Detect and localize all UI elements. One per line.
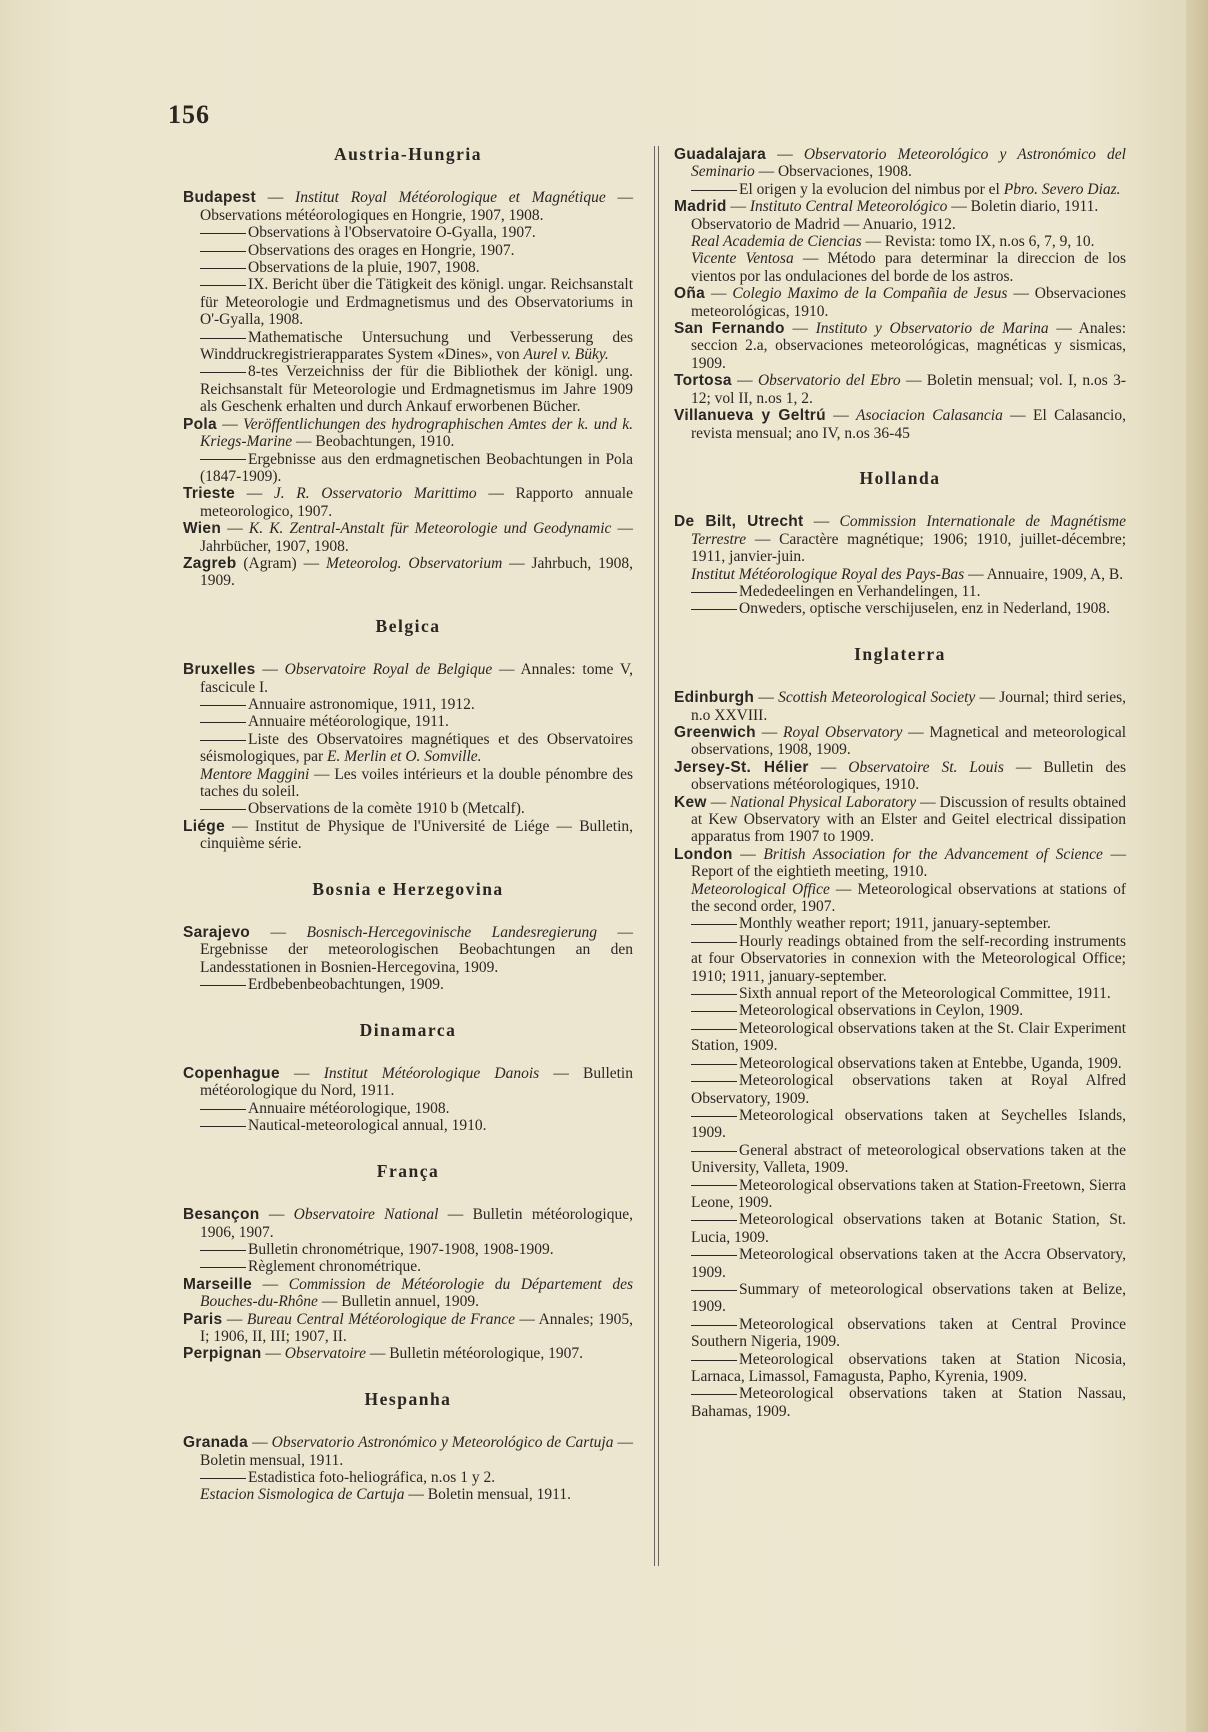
bibliography-entry [674, 1177, 1126, 1212]
section-heading: Hollanda [859, 467, 941, 488]
entry-text: Mededeelingen en Verhandelingen, 11. [739, 582, 981, 600]
entry-text: Observations de la pluie, 1907, 1908. [248, 259, 480, 277]
entry-text: Annales; 1905, I; 1906, II, III; 1907, II. [200, 1310, 634, 1345]
bibliography-entry: London — British Association for the Advancement of Science — Report of the eightieth meeting, 1910. [674, 845, 1127, 881]
entry-institution: Commission Internationale de Magnétisme Terrestre [691, 513, 1126, 548]
entry-city: Kew [674, 793, 707, 811]
entry-city: Paris [183, 1310, 223, 1328]
entry-institution: Observatorio del Ebro [757, 372, 901, 390]
bibliography-entry [183, 363, 633, 415]
ditto-dash [691, 1064, 737, 1065]
entry-text: IX. Bericht über die Tätigkeit des königl. ungar. Reichsanstalt für Meteorologie und Erdmagnetismus und des Observatoriums in O'-Gyalla, 1908. [200, 276, 633, 329]
bibliography-entry [183, 259, 633, 276]
bibliography-entry [674, 1385, 1126, 1420]
ditto-dash [691, 190, 737, 191]
entry-city: Zagreb [183, 554, 237, 572]
bibliography-entry [674, 1281, 1126, 1316]
bibliography-entry [183, 1100, 633, 1117]
bibliography-entry [183, 276, 633, 328]
bibliography-entry [674, 181, 1126, 198]
entry-institution: Observatoire National [293, 1206, 439, 1224]
entry-city: Villanueva y Geltrú [674, 407, 826, 425]
ditto-dash [691, 1185, 737, 1186]
section-heading: Dinamarca [359, 1019, 457, 1040]
entry-text: Hourly readings obtained from the self-recording instruments at four Observatories in connexion with the Meteorological Office; 1910; 1911, january-september. [691, 932, 1126, 985]
bibliography-entry: Trieste — J. R. Osservatorio Marittimo — Rapporto annuale meteorologico, 1907. [183, 485, 633, 520]
bibliography-entry [183, 1469, 633, 1486]
bibliography-entry [674, 1072, 1126, 1107]
entry-institution: Observatoire Royal de Belgique [284, 661, 493, 679]
bibliography-entry: Bruxelles — Observatoire Royal de Belgique — Annales: tome V, fascicule I. [183, 661, 634, 696]
bibliography-entry: Madrid — Instituto Central Meteorológico — Boletin diario, 1911. [674, 198, 1099, 216]
entry-text: Monthly weather report; 1911, january-september. [739, 915, 1051, 933]
bibliography-entry [183, 1258, 633, 1275]
entry-city: Tortosa [674, 372, 732, 390]
entry-text: Mathematische Untersuchung und Verbesserung des Winddruckregistrierapparates System «Dines», von [200, 328, 633, 364]
entry-institution: Mentore Maggini [200, 765, 310, 783]
entry-text: Règlement chronométrique. [248, 1258, 422, 1276]
ditto-dash [200, 268, 246, 269]
ditto-dash [691, 1151, 737, 1152]
bibliography-entry: Edinburgh — Scottish Meteorological Society — Journal; third series, n.o XXVIII. [674, 689, 1126, 724]
entry-city: Jersey-St. Hélier [674, 758, 809, 776]
entry-institution: Observatoire St. Louis [848, 758, 1004, 776]
entry-city: Oña [674, 285, 706, 303]
entry-institution: Instituto y Observatorio de Marina [815, 320, 1049, 338]
ditto-dash [691, 1290, 737, 1291]
entry-text: Bulletin chronométrique, 1907-1908, 1908-1909. [248, 1240, 554, 1258]
entry-institution: Veröffentlichungen des hydrographischen Amtes der k. und k. Kriegs-Marine [200, 415, 634, 451]
entry-city: Granada [183, 1434, 248, 1452]
bibliography-entry [183, 242, 633, 259]
bibliography-entry: Estacion Sismologica de Cartuja — Boletin mensual, 1911. [200, 1486, 571, 1504]
page-number: 156 [168, 100, 210, 129]
entry-text: Observatorio de Madrid — Anuario, 1912. [691, 215, 956, 233]
entry-city: Madrid [674, 198, 727, 216]
ditto-dash [691, 592, 737, 593]
ditto-dash [200, 1478, 246, 1479]
entry-text: El Calasancio, revista mensual; ano IV, n.os 36-45 [691, 407, 1126, 442]
entry-text: Meteorological observations taken at Seychelles Islands, 1909. [691, 1106, 1126, 1142]
entry-text: Meteorological observations taken at Entebbe, Uganda, 1909. [739, 1054, 1122, 1072]
entry-text: General abstract of meteorological observations taken at the University, Valleta, 1909. [691, 1141, 1126, 1177]
bibliography-entry: Greenwich — Royal Observatory — Magnetical and meteorological observations, 1908, 1909. [674, 723, 1127, 759]
entry-text: Beobachtungen, 1910. [315, 433, 455, 451]
entry-city: Perpignan [183, 1345, 262, 1363]
ditto-dash [691, 1220, 737, 1221]
entry-text: Bulletin météorologique, 1907. [389, 1345, 583, 1363]
bibliography-entry: Villanueva y Geltrú — Asociacion Calasancia — El Calasancio, revista mensual; ano IV, n.os 36-45 [674, 407, 1126, 442]
entry-text: Bulletin météorologique, 1906, 1907. [200, 1206, 633, 1241]
entry-institution: Observatorio Meteorológico y Astronómico del Seminario [691, 146, 1126, 181]
entry-text: El origen y la evolucion del nimbus por el [739, 180, 1000, 198]
entry-text: Ergebnisse der meteorologischen Beobachtungen an den Landesstationen in Bosnien-Hercegovina, 1909. [200, 941, 633, 976]
entry-institution: Observatorio Astronómico y Meteorológico de Cartuja [271, 1434, 614, 1452]
bibliography-entry [674, 1055, 1126, 1072]
entry-city: Sarajevo [183, 924, 251, 942]
bibliography-entry: Real Academia de Ciencias — Revista: tomo IX, n.os 6, 7, 9, 10. [691, 233, 1095, 251]
bibliography-entry: Vicente Ventosa — Método para determinar la direccion de los vientos por las ondulaciones del borde de los astros. [691, 250, 1127, 285]
entry-institution: Institut Royal Météorologique et Magnétique [295, 189, 606, 207]
entry-text: Meteorological observations taken at Station Nicosia, Larnaca, Limassol, Famagusta, Papho, Kyrenia, 1909. [691, 1350, 1126, 1385]
entry-author: Pbro. Severo Diaz. [1003, 180, 1121, 198]
entry-text: Journal; third series, n.o XXVIII. [691, 689, 1126, 724]
bibliography-entry [183, 451, 633, 486]
entry-city-alias: (Agram) [243, 554, 297, 572]
page-binding-edge [1186, 0, 1208, 1732]
bibliography-entry: Zagreb (Agram) — Meteorolog. Observatorium — Jahrbuch, 1908, 1909. [183, 554, 634, 590]
bibliography-entry: Pola — Veröffentlichungen des hydrographischen Amtes der k. und k. Kriegs-Marine — Beobachtungen, 1910. [183, 415, 634, 451]
bibliography-entry [674, 1351, 1126, 1386]
entry-text: 8-tes Verzeichniss der für die Bibliothek der königl. ung. Reichsanstalt für Meteorologie und Erdmagnetismus im Jahre 1909 als Geschenk erhalten und durch Ankauf erworbenen Bücher. [200, 363, 633, 416]
entry-city: Bruxelles [183, 661, 256, 679]
entry-institution: K. K. Zentral-Anstalt für Meteorologie und Geodynamic [248, 520, 612, 538]
entry-institution: Royal Observatory [782, 723, 903, 741]
bibliography-entry [183, 713, 633, 730]
entry-text: Meteorological observations in Ceylon, 1909. [739, 1002, 1024, 1020]
entry-text: Onweders, optische verschijuselen, enz in Nederland, 1908. [739, 600, 1111, 618]
entry-text: Meteorological observations taken at the St. Clair Experiment Station, 1909. [691, 1019, 1126, 1055]
bibliography-entry [674, 1246, 1126, 1281]
entry-city: De Bilt, Utrecht [674, 513, 804, 531]
entry-text: Boletin mensual, 1911. [427, 1486, 571, 1504]
entry-text: Sixth annual report of the Meteorological Committee, 1911. [739, 985, 1111, 1003]
entry-city: London [674, 845, 733, 863]
bibliography-entry: San Fernando — Instituto y Observatorio de Marina — Anales: seccion 2.a, observaciones meteorológicas, magnéticas y sismicas, 1909. [674, 320, 1127, 372]
entry-text: Observations de la comète 1910 b (Metcalf). [248, 800, 525, 818]
ditto-dash [200, 1250, 246, 1251]
bibliography-entry: Oña — Colegio Maximo de la Compañia de Jesus — Observaciones meteorológicas, 1910. [674, 285, 1127, 320]
entry-text: Método para determinar la direccion de los vientos por las ondulaciones del borde de los astros. [691, 250, 1127, 285]
ditto-dash [200, 233, 246, 234]
entry-text: Boletin mensual; vol. I, n.os 3-12; vol II, n.os 1, 2. [691, 372, 1127, 407]
bibliography-entry [674, 583, 1126, 600]
ditto-dash [200, 285, 246, 286]
entry-city: Trieste [183, 485, 236, 503]
ditto-dash [200, 1267, 246, 1268]
bibliography-entry [183, 224, 633, 241]
entry-text: Meteorological observations taken at Botanic Station, St. Lucia, 1909. [691, 1211, 1126, 1246]
entry-city: Guadalajara [674, 146, 767, 163]
bibliography-entry: De Bilt, Utrecht — Commission Internationale de Magnétisme Terrestre — Caractère magnétique; 1906; 1910, juillet-décembre; 1911, janvier-juin. [674, 513, 1127, 566]
bibliography-entry [183, 800, 633, 817]
entry-institution: Observatoire [284, 1345, 366, 1363]
bibliography-entry: Meteorological Office — Meteorological observations at stations of the second order, 1907. [691, 880, 1127, 916]
entry-city: Pola [183, 415, 217, 433]
entry-institution: Real Academia de Ciencias [691, 233, 862, 251]
left-column [183, 146, 633, 1504]
ditto-dash [200, 459, 246, 460]
entry-text: Les voiles intérieurs et la double pénombre des taches du soleil. [200, 765, 633, 800]
entry-city: Besançon [183, 1206, 260, 1224]
entry-text: Meteorological observations taken at Station-Freetown, Sierra Leone, 1909. [691, 1176, 1126, 1211]
entry-institution: Colegio Maximo de la Compañia de Jesus [732, 285, 1008, 303]
entry-text: Magnetical and meteorological observations, 1908, 1909. [691, 723, 1127, 759]
entry-text: Bulletin des observations météorologiques, 1910. [691, 758, 1127, 794]
entry-text: Discussion of results obtained at Kew Observatory with an Elster and Geitel electrical dissipation apparatus from 1907 to 1909. [691, 793, 1127, 846]
bibliography-entry: Besançon — Observatoire National — Bulletin météorologique, 1906, 1907. [183, 1206, 633, 1241]
entry-text: Observaciones, 1908. [777, 163, 912, 181]
entry-institution: Scottish Meteorological Society [778, 689, 976, 707]
entry-text: Caractère magnétique; 1906; 1910, juillet-décembre; 1911, janvier-juin. [691, 530, 1127, 566]
bibliography-entry [674, 1211, 1126, 1246]
entry-text: Annuaire météorologique, 1908. [248, 1099, 450, 1117]
entry-city: Greenwich [674, 723, 756, 741]
entry-text: Annuaire astronomique, 1911, 1912. [248, 695, 475, 713]
entry-institution: Bureau Central Météorologique de France [246, 1310, 515, 1328]
section-heading: Hespanha [364, 1388, 452, 1409]
entry-text: Meteorological observations taken at the Accra Observatory, 1909. [691, 1246, 1126, 1281]
bibliography-entry [674, 216, 1126, 233]
entry-text: Revista: tomo IX, n.os 6, 7, 9, 10. [884, 233, 1095, 251]
entry-text: Observaciones meteorológicas, 1910. [691, 285, 1127, 320]
entry-institution: J. R. Osservatorio Marittimo [273, 485, 477, 503]
entry-institution: British Association for the Advancement of Science [763, 845, 1103, 863]
ditto-dash [200, 705, 246, 706]
ditto-dash [691, 1325, 737, 1326]
entry-text: Anales: seccion 2.a, observaciones meteorológicas, magnéticas y sismicas, 1909. [691, 320, 1127, 372]
column-divider [654, 146, 659, 1566]
ditto-dash [200, 809, 246, 810]
entry-city: Marseille [183, 1275, 253, 1293]
bibliography-entry: Tortosa — Observatorio del Ebro — Boletin mensual; vol. I, n.os 3-12; vol II, n.os 1, 2. [674, 372, 1127, 407]
entry-text: Summary of meteorological observations taken at Belize, 1909. [691, 1280, 1126, 1316]
bibliography-entry [674, 1316, 1126, 1351]
entry-text: Estadistica foto-heliográfica, n.os 1 y 2. [248, 1468, 496, 1486]
entry-city: Liége [183, 817, 225, 835]
entry-text: Report of the eightieth meeting, 1910. [691, 863, 928, 881]
bibliography-entry: Guadalajara — Observatorio Meteorológico y Astronómico del Seminario — Observaciones, 1908. [674, 146, 1126, 181]
entry-text: Erdbebenbeobachtungen, 1909. [248, 976, 444, 994]
bibliography-entry: Kew — National Physical Laboratory — Discussion of results obtained at Kew Observatory with an Elster and Geitel electrical dissipation apparatus from 1907 to 1909. [674, 793, 1127, 846]
bibliography-entry [183, 696, 633, 713]
ditto-dash [200, 251, 246, 252]
bibliography-entry [674, 1002, 1126, 1019]
ditto-dash [200, 338, 246, 339]
bibliography-entry: Budapest — Institut Royal Météorologique et Magnétique — Observations météorologiques en Hongrie, 1907, 1908. [183, 189, 633, 224]
entry-institution: Asociacion Calasancia [856, 407, 1003, 425]
ditto-dash [691, 1011, 737, 1012]
ditto-dash [200, 740, 246, 741]
entry-author: E. Merlin et O. Somville. [327, 748, 482, 766]
section-heading: Belgica [375, 615, 441, 636]
entry-text: Meteorological observations at stations of the second order, 1907. [691, 880, 1127, 916]
entry-text: Jahrbücher, 1907, 1908. [200, 537, 349, 555]
entry-text: Bulletin météorologique du Nord, 1911. [200, 1065, 633, 1100]
section-heading: França [376, 1160, 440, 1181]
bibliography-entry: Institut Météorologique Royal des Pays-Bas — Annuaire, 1909, A, B. [691, 565, 1124, 583]
entry-text: Institut de Physique de l'Université de Liége — Bulletin, cinquième série. [200, 817, 634, 853]
ditto-dash [200, 722, 246, 723]
entry-institution: Vicente Ventosa [691, 250, 794, 268]
bibliography-entry: Sarajevo — Bosnisch-Hercegovinische Landesregierung — Ergebnisse der meteorologischen Beobachtungen an den Landesstationen in Bosnien-Hercegovina, 1909. [183, 924, 634, 976]
entry-institution: Meteorolog. Observatorium [325, 554, 503, 572]
ditto-dash [200, 985, 246, 986]
section-heading: Austria-Hungria [334, 144, 482, 164]
bibliography-entry [183, 976, 633, 993]
entry-text: Meteorological observations taken at Royal Alfred Observatory, 1909. [691, 1072, 1126, 1107]
bibliography-entry [674, 933, 1126, 985]
entry-institution: Bosnisch-Hercegovinische Landesregierung [306, 924, 598, 942]
ditto-dash [691, 924, 737, 925]
bibliography-entry [183, 731, 633, 766]
bibliography-entry [674, 915, 1126, 932]
bibliography-entry [674, 1142, 1126, 1177]
ditto-dash [691, 1029, 737, 1030]
section-heading: Bosnia e Herzegovina [312, 878, 504, 899]
entry-institution: Commission de Météorologie du Département des Bouches-du-Rhône [200, 1275, 633, 1311]
bibliography-entry [183, 1241, 633, 1258]
entry-text: Ergebnisse aus den erdmagnetischen Beobachtungen in Pola (1847-1909). [200, 450, 633, 485]
entry-text: Meteorological observations taken at Station Nassau, Bahamas, 1909. [691, 1385, 1126, 1420]
bibliography-entry [674, 985, 1126, 1002]
ditto-dash [691, 1360, 737, 1361]
entry-text: Annuaire, 1909, A, B. [986, 565, 1124, 583]
entry-text: Jahrbuch, 1908, 1909. [200, 554, 634, 590]
entry-text: Bulletin annuel, 1909. [341, 1293, 479, 1311]
ditto-dash [691, 1394, 737, 1395]
entry-text: Liste des Observatoires magnétiques et des Observatoires séismologiques, par [200, 730, 633, 766]
entry-text: Nautical-meteorological annual, 1910. [248, 1117, 487, 1135]
bibliography-entry [183, 1117, 633, 1134]
entry-text: Rapporto annuale meteorologico, 1907. [200, 485, 633, 520]
entry-text: Observations météorologiques en Hongrie, 1907, 1908. [200, 206, 544, 224]
bibliography-entry: Copenhague — Institut Météorologique Danois — Bulletin météorologique du Nord, 1911. [183, 1065, 633, 1100]
entry-text: Boletin mensual, 1911. [200, 1451, 344, 1469]
section-heading: Inglaterra [854, 643, 946, 664]
bibliography-entry: Liége — Institut de Physique de l'Université de Liége — Bulletin, cinquième série. [183, 817, 634, 853]
bibliography-entry [674, 1107, 1126, 1142]
entry-text: Observations à l'Observatoire O-Gyalla, 1907. [248, 224, 536, 242]
entry-author: Aurel v. Büky. [523, 346, 609, 364]
bibliography-entry: Mentore Maggini — Les voiles intérieurs et la double pénombre des taches du soleil. [200, 765, 633, 800]
ditto-dash [691, 609, 737, 610]
bibliography-entry [183, 329, 633, 364]
entry-city: Budapest [183, 189, 257, 207]
ditto-dash [691, 1081, 737, 1082]
ditto-dash [200, 1126, 246, 1127]
entry-institution: Institut Météorologique Royal des Pays-Bas [691, 565, 965, 583]
entry-text: Boletin diario, 1911. [970, 198, 1099, 216]
entry-city: Wien [183, 520, 222, 538]
ditto-dash [200, 372, 246, 373]
entry-text: Annuaire météorologique, 1911. [248, 713, 449, 731]
entry-text: Observations des orages en Hongrie, 1907. [248, 241, 515, 259]
entry-institution: Meteorological Office [691, 880, 830, 898]
ditto-dash [691, 1255, 737, 1256]
bibliography-entry: Jersey-St. Hélier — Observatoire St. Louis — Bulletin des observations météorologiques, 1910. [674, 758, 1127, 794]
entry-city: Copenhague [183, 1065, 280, 1083]
bibliography-entry [674, 600, 1126, 617]
entry-text: Annales: tome V, fascicule I. [200, 661, 634, 696]
ditto-dash [691, 1116, 737, 1117]
ditto-dash [200, 1109, 246, 1110]
entry-city: Edinburgh [674, 689, 755, 707]
bibliography-entry: Wien — K. K. Zentral-Anstalt für Meteorologie und Geodynamic — Jahrbücher, 1907, 1908. [183, 520, 634, 555]
ditto-dash [691, 994, 737, 995]
entry-text: Meteorological observations taken at Central Province Southern Nigeria, 1909. [691, 1315, 1126, 1351]
entry-institution: Instituto Central Meteorológico [749, 198, 948, 216]
entry-institution: National Physical Laboratory [730, 793, 917, 811]
bibliography-entry: Granada — Observatorio Astronómico y Meteorológico de Cartuja — Boletin mensual, 1911. [183, 1434, 634, 1469]
right-column [674, 146, 1126, 1420]
bibliography-entry: Marseille — Commission de Météorologie du Département des Bouches-du-Rhône — Bulletin annuel, 1909. [183, 1275, 633, 1311]
bibliography-entry: Paris — Bureau Central Météorologique de France — Annales; 1905, I; 1906, II, III; 1907, II. [183, 1310, 634, 1345]
entry-city: San Fernando [674, 320, 785, 338]
entry-institution: Institut Météorologique Danois [323, 1065, 540, 1083]
bibliography-entry [674, 1020, 1126, 1055]
bibliography-entry: Perpignan — Observatoire — Bulletin météorologique, 1907. [183, 1345, 583, 1363]
entry-institution: Estacion Sismologica de Cartuja [200, 1486, 405, 1504]
ditto-dash [691, 942, 737, 943]
